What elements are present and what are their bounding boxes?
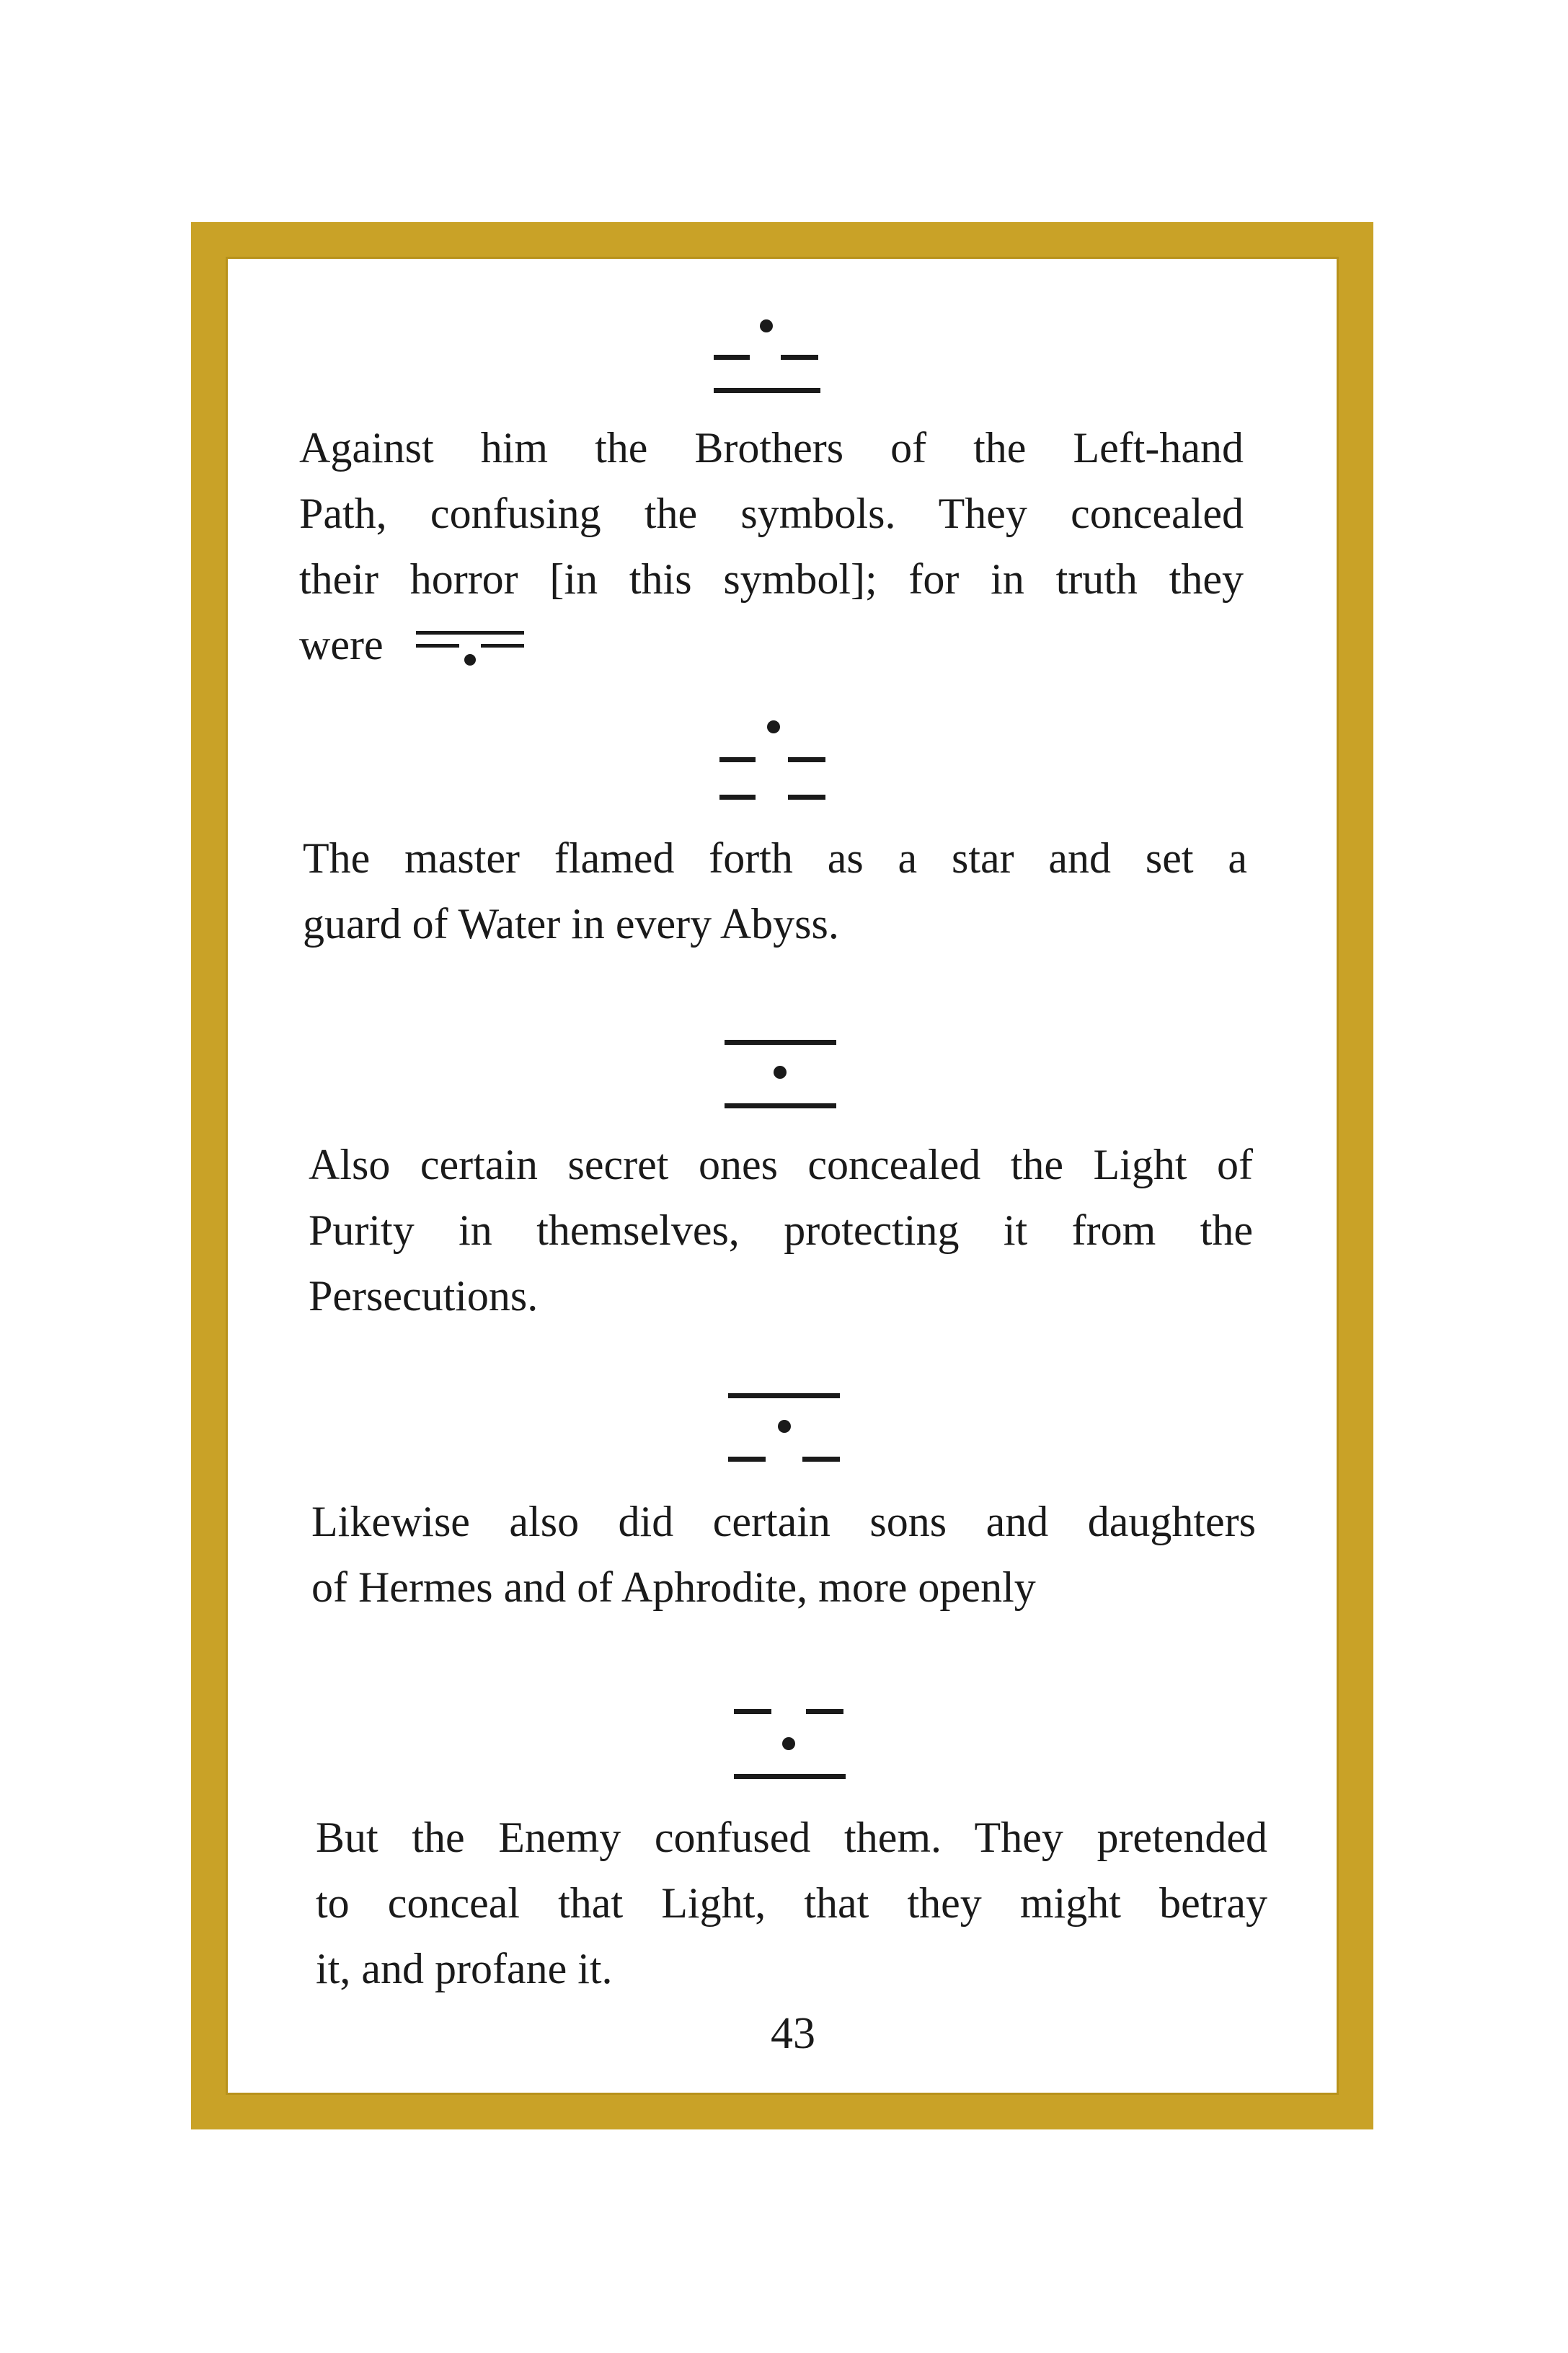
page-number: 43 bbox=[771, 2009, 815, 2058]
text-line: Purity in themselves, protecting it from the bbox=[309, 1206, 1253, 1254]
text-line: it, and profane it. bbox=[316, 1945, 613, 1992]
text-line: The master flamed forth as a star and set a bbox=[303, 834, 1247, 882]
section-3-text bbox=[309, 1132, 1253, 1329]
text-line: of Hermes and of Aphrodite, more openly bbox=[311, 1563, 1036, 1611]
text-line: to conceal that Light, that they might betray bbox=[316, 1879, 1267, 1927]
text-line: But the Enemy confused them. They pretended bbox=[316, 1814, 1267, 1861]
text-line: Against him the Brothers of the Left-hand bbox=[299, 424, 1244, 472]
section-4-text bbox=[311, 1489, 1256, 1620]
text-line-with-symbol bbox=[299, 612, 1244, 678]
section-1-text bbox=[299, 415, 1244, 678]
text-line: Path, confusing the symbols. They concealed bbox=[299, 490, 1244, 537]
text-line: their horror [in this symbol]; for in truth they bbox=[299, 555, 1244, 603]
text-fragment: were bbox=[299, 621, 384, 668]
text-line: Persecutions. bbox=[309, 1272, 539, 1320]
text-line: Likewise also did certain sons and daughters bbox=[311, 1498, 1256, 1545]
inline-trigram-icon bbox=[416, 624, 524, 674]
text-line: Also certain secret ones concealed the Light of bbox=[309, 1141, 1253, 1188]
section-2-text bbox=[303, 826, 1247, 957]
text-line: guard of Water in every Abyss. bbox=[303, 900, 839, 948]
section-5-text bbox=[316, 1805, 1267, 2002]
